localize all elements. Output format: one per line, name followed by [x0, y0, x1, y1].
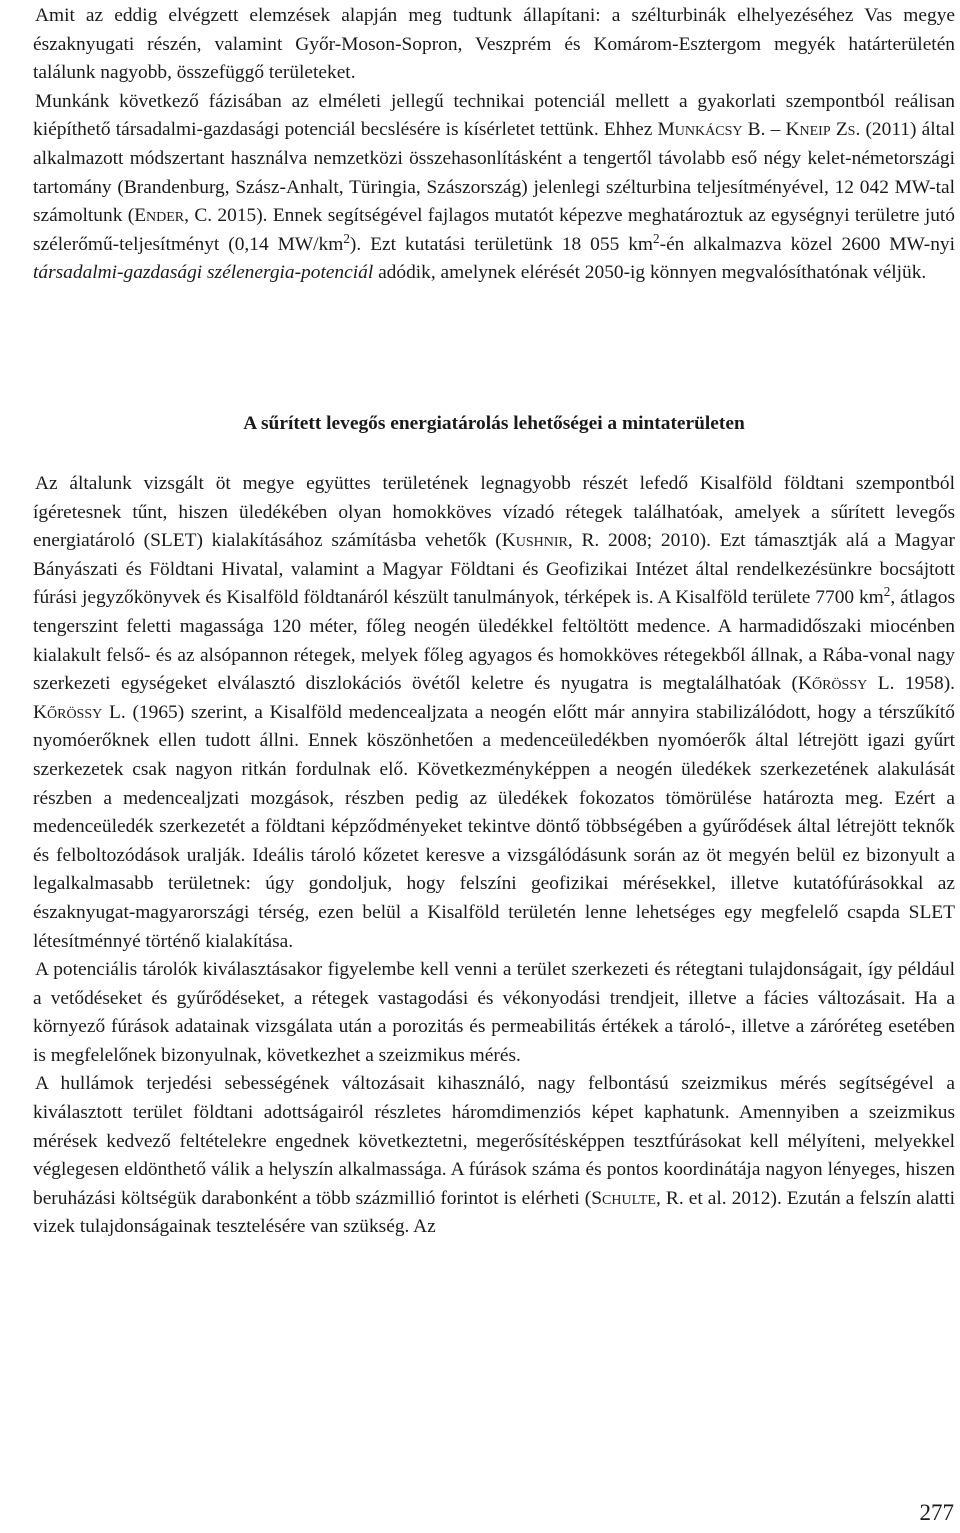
- text: , R. 2008; 2010). Ezt támasztják alá a Magyar Bányászati és Földtani Hivatal, valamint a Magyar Földtani és Geofizikai Intézet által rendelkezésünkre bocsájtott fúrási jegyzőkönyvek és Kisalföld földtanáról készült tanulmányok, térképek is. A Kisalföld területe 7700 km: [33, 530, 955, 609]
- text: Munkánk következő fázisában az elméleti jellegű technikai potenciál mellett a gyakorlati szempontból reálisan kiépíthető társadalmi-gazdasági potenciál becslésére is kísérletet tettünk. Ehhez: [33, 90, 955, 141]
- text: B. –: [742, 119, 786, 141]
- text: adódik, amelynek elérését 2050-ig könnyen megvalósíthatónak véljük.: [373, 262, 927, 284]
- author-ref: Kőrössy: [33, 701, 103, 723]
- superscript: 2: [343, 230, 350, 246]
- emphasis: társadalmi-gazdasági szélenergia-potenciál: [33, 262, 374, 284]
- author-ref: Munkácsy: [657, 119, 743, 141]
- superscript: 2: [883, 584, 891, 600]
- author-ref: Kőrössy: [797, 673, 868, 695]
- paragraph-4: [33, 956, 955, 1070]
- author-ref: Schulte: [591, 1187, 656, 1209]
- paragraph-2: [33, 88, 955, 288]
- author-ref: Zs.: [835, 119, 861, 141]
- text: L. 1958).: [867, 673, 955, 695]
- paragraph-5: [33, 1070, 955, 1242]
- text: (2011) által alkalmazott módszertant használva nemzetközi összehasonlításként a tengertől távolabb eső négy kelet-németországi tartomány (Brandenburg, Szász-Anhalt, Türingia, Szászország) jelenlegi szélturbina teljesítményével, 12 042 MW-tal számoltunk (: [33, 119, 956, 227]
- text: A potenciális tárolók kiválasztásakor figyelembe kell venni a terület szerkezeti és rétegtani tulajdonságait, így például a vetődéseket és gyűrődéseket, a rétegek vastagodási és vékonyodási trendjeit, illetve a fácies változásait. Ha a környező fúrások adatainak vizsgálata után a porozitás és permeabilitás értékek a tároló-, illetve a záróréteg esetében is megfelelőnek bizonyulnak, következhet a szeizmikus mérés.: [33, 959, 955, 1066]
- paragraph-1: [33, 2, 955, 88]
- author-ref: Ender: [134, 205, 185, 227]
- text: L. (1965) szerint, a Kisalföld medencealjzata a neogén előtt már annyira stabilizálódott, hogy a térszűkítő nyomóerőknek ellen tudott állni. Ennek köszönhetően a medenceüledékben nyomóerők által létrejött igazi gyűrt szerkezetek csak nagyon ritkán fordulnak elő. Következményképpen a neogén üledékek szerkezetének alakulását részben a medencealjzati mozgások, részben pedig az üledékek fokozatos tömörülése határozta meg. Ezért a medenceüledék szerkezetét a földtani képződményeket tekintve döntő többségében a gyűrődések által létrejött teknők és felboltozódások uralják. Ideális tároló kőzetet keresve a vizsgálódásunk során az öt megyén belül ez bizonyult a legalkalmasabb területnek: úgy gondoljuk, hogy felszíni geofizikai mérésekkel, illetve kutatófúrásokkal az északnyugat-magyarországi térség, ezen belül a Kisalföld területén lenne lehetséges egy megfelelő csapda SLET létesítménnyé történő kialakítása.: [33, 701, 955, 952]
- text: ). Ezt kutatási területünk 18 055 km: [349, 233, 654, 255]
- author-ref: Kushnir: [501, 530, 568, 552]
- page-body: [33, 2, 956, 1238]
- text: , C. 2015). Ennek segítségével fajlagos mutatót képezve meghatároztuk az egységnyi területre jutó szélerőmű-teljesítményt (0,14 MW/km: [33, 205, 956, 255]
- author-ref: Kneip: [785, 119, 831, 141]
- text: A hullámok terjedési sebességének változásait kihasználó, nagy felbontású szeizmikus mérés segítségével a kiválasztott terület földtani adottságairól részletes háromdimenziós képet kaphatunk. Amennyiben a szeizmikus mérések kedvező feltételekre engednek következtetni, megerősítésképpen tesztfúrásokat kell mélyíteni, melyekkel véglegesen eldönthető válik a helyszín alkalmassága. A fúrások száma és pontos koordinátája nagyon lényeges, hiszen beruházási költségük darabonként a több százmillió forintot is elérheti (: [33, 1073, 955, 1209]
- text: , R. et al. 2012). Ezután a felszín alatti vizek tulajdonságainak tesztelésére van szükség. Az: [33, 1187, 955, 1238]
- text: , átlagos tengerszint feletti magassága 120 méter, főleg neogén üledékkel feltöltött medence. A harmadidőszaki miocénben kialakult felső- és az alsópannon rétegek, melyek főleg agyagos és homokköves rétegekből állnak, a Rába-vonal nagy szerkezeti egységeket elválasztó diszlokációs övétől keletre és nyugatra is megtalálhatóak (: [33, 587, 955, 695]
- page-number: 277: [919, 1500, 954, 1525]
- text: Az általunk vizsgált öt megye együttes területének legnagyobb részét lefedő Kisalföld földtani szempontból ígéretesnek tűnt, hiszen üledékében olyan homokköves vízadó rétegek találhatóak, amelyek a sűrített levegős energiatároló (SLET) kialakításához számításba vehetők (: [33, 473, 955, 552]
- section-body: [33, 470, 955, 1242]
- section-title: A sűrített levegős energiatárolás lehetőségei a mintaterületen: [243, 413, 745, 434]
- superscript: 2: [653, 230, 660, 246]
- paragraph-1-text: Amit az eddig elvégzett elemzések alapján meg tudtunk állapítani: a szélturbinák elhelyezéséhez Vas megye északnyugati részén, valamint Győr-Moson-Sopron, Veszprém és Komárom-Esztergom megyék határterületén találunk nagyobb, összefüggő területeket.: [33, 5, 955, 84]
- paragraph-3: [33, 470, 955, 956]
- text: -én alkalmazva közel 2600 MW-nyi: [659, 233, 955, 255]
